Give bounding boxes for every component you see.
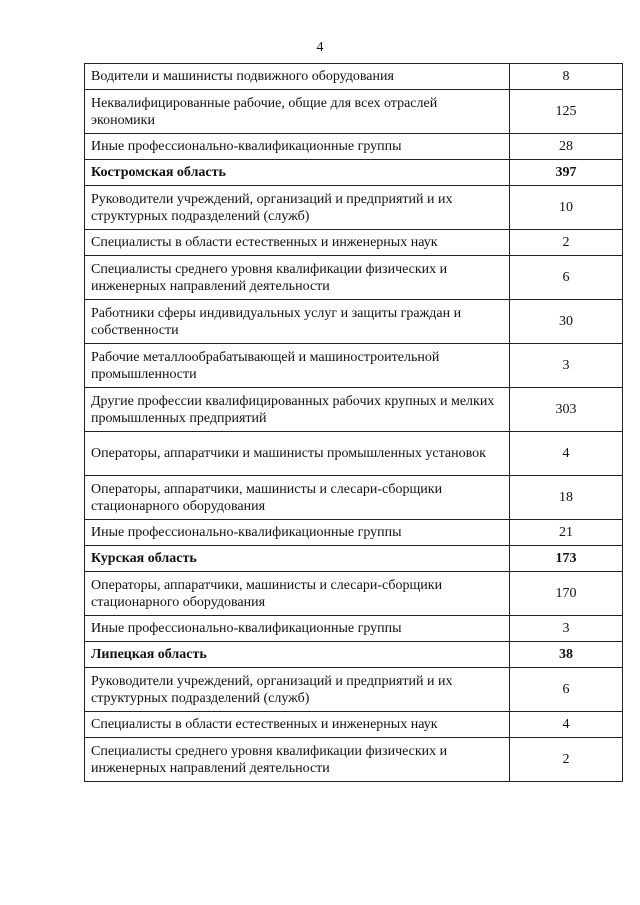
region-row <box>85 642 623 668</box>
table-row <box>85 476 623 520</box>
count-cell: 303 <box>510 388 623 432</box>
table-row <box>85 230 623 256</box>
table-row <box>85 432 623 476</box>
table-row <box>85 344 623 388</box>
profession-name-cell: Руководители учреждений, организаций и предприятий и их структурных подразделений (служб) <box>85 186 510 230</box>
table-row <box>85 520 623 546</box>
table-row <box>85 616 623 642</box>
table-row <box>85 64 623 90</box>
region-total-cell: 397 <box>510 160 623 186</box>
region-row <box>85 546 623 572</box>
count-cell: 10 <box>510 186 623 230</box>
count-cell: 30 <box>510 300 623 344</box>
profession-name-cell: Специалисты среднего уровня квалификации физических и инженерных направлений деятельности <box>85 738 510 782</box>
profession-name-cell: Специалисты в области естественных и инженерных наук <box>85 712 510 738</box>
table-row <box>85 90 623 134</box>
count-cell: 3 <box>510 344 623 388</box>
count-cell: 21 <box>510 520 623 546</box>
profession-name-cell: Иные профессионально-квалификационные группы <box>85 616 510 642</box>
profession-name-cell: Работники сферы индивидуальных услуг и защиты граждан и собственности <box>85 300 510 344</box>
region-total-cell: 173 <box>510 546 623 572</box>
table-row <box>85 256 623 300</box>
profession-name-cell: Операторы, аппаратчики и машинисты промышленных установок <box>85 432 510 476</box>
table-row <box>85 572 623 616</box>
count-cell: 2 <box>510 738 623 782</box>
count-cell: 3 <box>510 616 623 642</box>
table-row <box>85 668 623 712</box>
region-name-cell: Курская область <box>85 546 510 572</box>
profession-name-cell: Специалисты в области естественных и инженерных наук <box>85 230 510 256</box>
count-cell: 4 <box>510 432 623 476</box>
table-row <box>85 300 623 344</box>
table-row <box>85 134 623 160</box>
profession-name-cell: Водители и машинисты подвижного оборудования <box>85 64 510 90</box>
region-name-cell: Костромская область <box>85 160 510 186</box>
profession-name-cell: Руководители учреждений, организаций и предприятий и их структурных подразделений (служб) <box>85 668 510 712</box>
profession-name-cell: Рабочие металлообрабатывающей и машиностроительной промышленности <box>85 344 510 388</box>
region-name-cell: Липецкая область <box>85 642 510 668</box>
profession-name-cell: Операторы, аппаратчики, машинисты и слесари-сборщики стационарного оборудования <box>85 476 510 520</box>
count-cell: 8 <box>510 64 623 90</box>
quota-table <box>84 63 623 782</box>
table-row <box>85 388 623 432</box>
count-cell: 28 <box>510 134 623 160</box>
profession-name-cell: Иные профессионально-квалификационные группы <box>85 520 510 546</box>
count-cell: 6 <box>510 668 623 712</box>
table-row <box>85 186 623 230</box>
count-cell: 6 <box>510 256 623 300</box>
region-total-cell: 38 <box>510 642 623 668</box>
profession-name-cell: Иные профессионально-квалификационные группы <box>85 134 510 160</box>
count-cell: 125 <box>510 90 623 134</box>
quota-table-body <box>85 64 623 782</box>
profession-name-cell: Специалисты среднего уровня квалификации физических и инженерных направлений деятельности <box>85 256 510 300</box>
count-cell: 18 <box>510 476 623 520</box>
count-cell: 2 <box>510 230 623 256</box>
profession-name-cell: Другие профессии квалифицированных рабочих крупных и мелких промышленных предприятий <box>85 388 510 432</box>
table-row <box>85 738 623 782</box>
profession-name-cell: Неквалифицированные рабочие, общие для всех отраслей экономики <box>85 90 510 134</box>
page-number: 4 <box>316 40 324 55</box>
count-cell: 4 <box>510 712 623 738</box>
count-cell: 170 <box>510 572 623 616</box>
table-row <box>85 712 623 738</box>
profession-name-cell: Операторы, аппаратчики, машинисты и слесари-сборщики стационарного оборудования <box>85 572 510 616</box>
region-row <box>85 160 623 186</box>
